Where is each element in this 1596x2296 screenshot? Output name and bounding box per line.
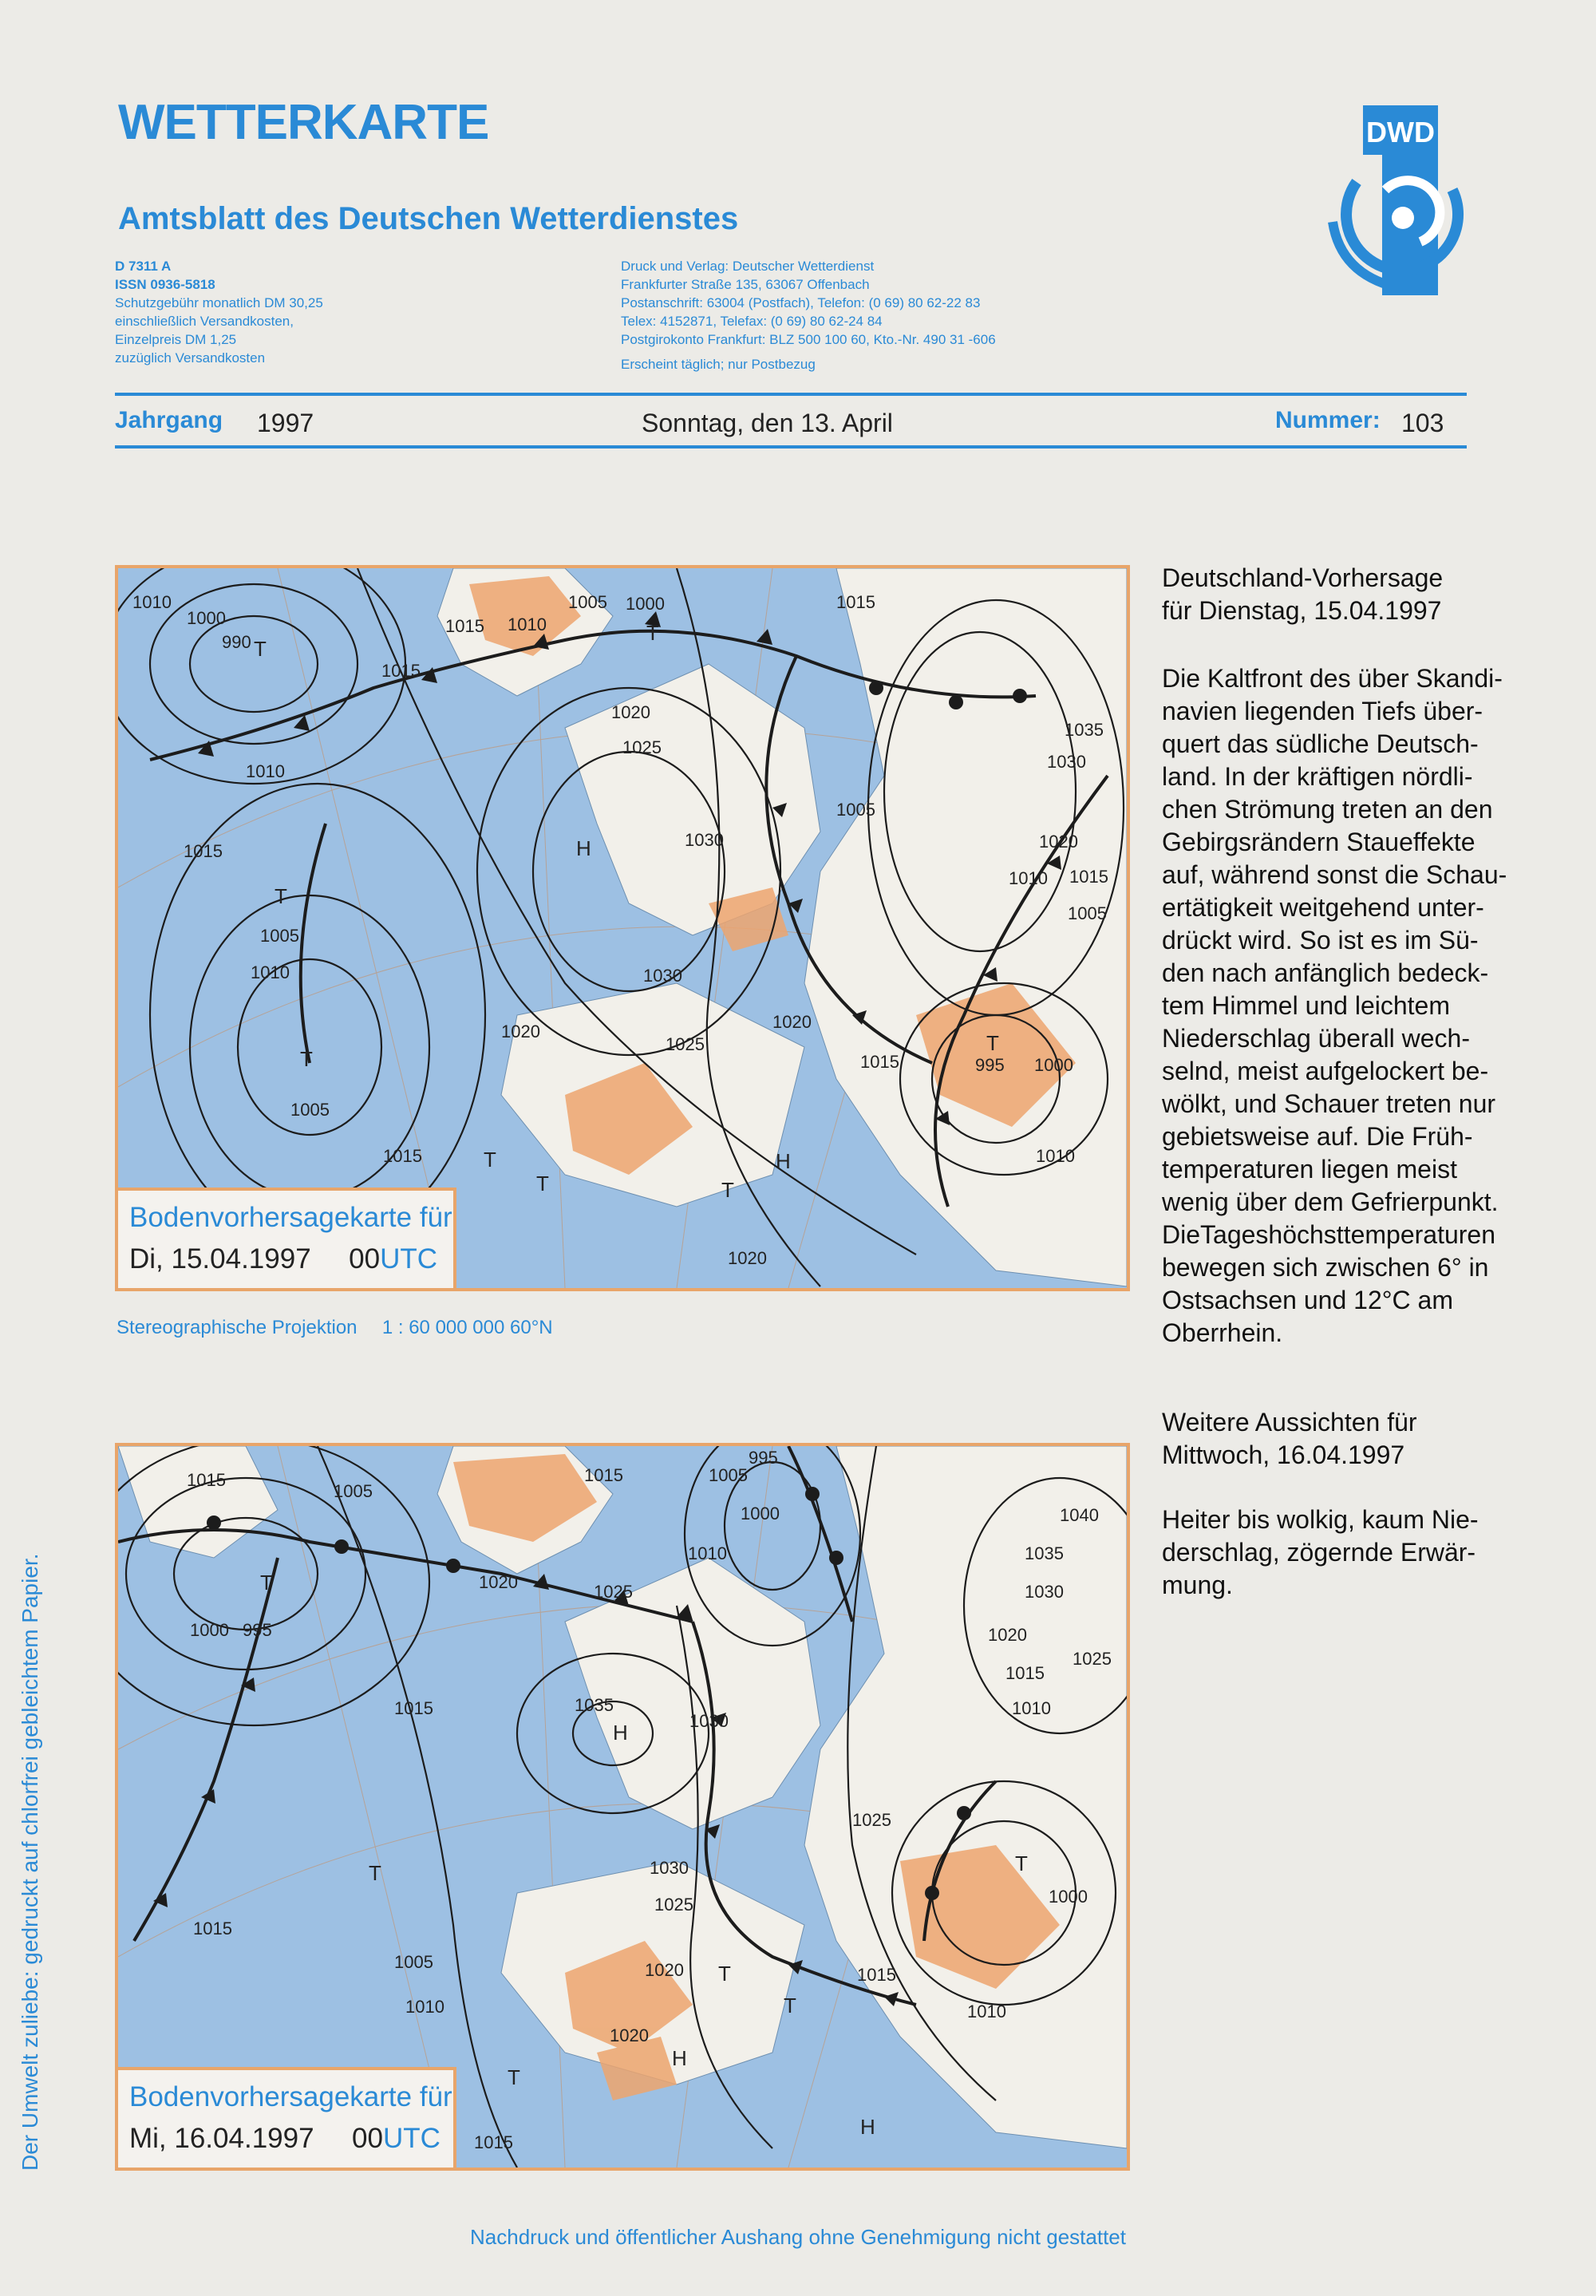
svg-text:1015: 1015 — [1005, 1663, 1045, 1683]
map2-canvas — [118, 1446, 1127, 2168]
svg-text:1020: 1020 — [501, 1022, 540, 1041]
header-rule-bottom — [115, 445, 1467, 449]
svg-text:1025: 1025 — [1073, 1649, 1112, 1669]
outlook-heading-line: Mittwoch, 16.04.1997 — [1162, 1440, 1405, 1469]
svg-text:H: H — [776, 1149, 791, 1173]
svg-text:T: T — [508, 2065, 520, 2089]
forecast-line: navien liegenden Tiefs über- — [1162, 697, 1483, 725]
forecast-heading — [1162, 562, 1443, 627]
svg-text:H: H — [860, 2115, 875, 2139]
svg-text:1015: 1015 — [1069, 867, 1108, 887]
outlook-body — [1162, 1504, 1529, 1602]
fee-line: zuzüglich Versandkosten — [115, 350, 266, 366]
logo-text: DWD — [1366, 116, 1435, 148]
forecast-line: Gebirgsrändern Staueffekte — [1162, 828, 1476, 856]
svg-text:1000: 1000 — [626, 594, 665, 614]
svg-text:1030: 1030 — [1047, 752, 1086, 772]
svg-text:1000: 1000 — [190, 1620, 229, 1640]
svg-text:T: T — [300, 1047, 313, 1071]
forecast-line: Oberrhein. — [1162, 1318, 1283, 1347]
svg-text:1030: 1030 — [650, 1858, 689, 1878]
svg-text:995: 995 — [975, 1055, 1005, 1075]
svg-text:1030: 1030 — [643, 966, 682, 986]
svg-text:T: T — [646, 621, 659, 645]
svg-text:995: 995 — [749, 1448, 778, 1468]
map2-caption-date-line — [129, 2123, 440, 2155]
map1-canvas — [118, 568, 1127, 1288]
forecast-map-wednesday — [115, 1443, 1130, 2171]
frequency-note: Erscheint täglich; nur Postbezug — [621, 357, 816, 372]
publisher-line: Frankfurter Straße 135, 63067 Offenbach — [621, 277, 870, 292]
svg-text:1005: 1005 — [334, 1481, 373, 1501]
svg-text:1025: 1025 — [666, 1034, 705, 1054]
year-label: Jahrgang — [115, 407, 223, 433]
publication-info — [115, 257, 323, 367]
svg-text:1030: 1030 — [685, 830, 724, 850]
header-rule-top — [115, 393, 1467, 396]
id-code: D 7311 A — [115, 259, 172, 274]
publisher-line: Postanschrift: 63004 (Postfach), Telefon: (0 69) 80 62-22 83 — [621, 295, 981, 310]
map2-caption-utc: UTC — [382, 2123, 440, 2154]
forecast-body — [1162, 662, 1529, 1350]
forecast-line: selnd, meist aufgelockert be- — [1162, 1057, 1489, 1085]
map1-caption — [118, 1188, 456, 1288]
outlook-heading — [1162, 1406, 1417, 1472]
svg-text:1005: 1005 — [290, 1100, 330, 1120]
environment-note: Der Umwelt zuliebe: gedruckt auf chlorfrei gebleichtem Papier. — [18, 1553, 42, 2171]
svg-text:1020: 1020 — [479, 1572, 518, 1592]
svg-text:1000: 1000 — [741, 1504, 780, 1523]
svg-text:1015: 1015 — [381, 661, 421, 681]
page-subtitle: Amtsblatt des Deutschen Wetterdienstes — [118, 201, 739, 236]
issn: ISSN 0936-5818 — [115, 277, 215, 292]
svg-text:1020: 1020 — [772, 1012, 812, 1032]
svg-text:1005: 1005 — [568, 592, 607, 612]
number-label: Nummer: — [1275, 407, 1381, 433]
svg-text:T: T — [718, 1962, 731, 1986]
svg-text:1010: 1010 — [1012, 1698, 1051, 1718]
svg-text:1010: 1010 — [688, 1543, 727, 1563]
svg-text:1025: 1025 — [852, 1810, 891, 1830]
svg-text:1005: 1005 — [394, 1952, 433, 1972]
forecast-line: quert das südliche Deutsch- — [1162, 729, 1479, 758]
fee-line: Einzelpreis DM 1,25 — [115, 332, 237, 347]
publisher-line: Postgirokonto Frankfurt: BLZ 500 100 60, Kto.-Nr. 490 31 -606 — [621, 332, 996, 347]
publisher-info — [621, 257, 996, 373]
map1-caption-time: 00 — [349, 1243, 381, 1274]
svg-text:1030: 1030 — [689, 1711, 729, 1731]
forecast-line: Ostsachsen und 12°C am — [1162, 1286, 1453, 1314]
svg-text:1025: 1025 — [654, 1895, 693, 1915]
svg-text:1035: 1035 — [575, 1695, 614, 1715]
outlook-heading-line: Weitere Aussichten für — [1162, 1408, 1417, 1436]
map2-caption-title: Bodenvorhersagekarte für — [129, 2081, 452, 2112]
forecast-line: den nach anfänglich bedeck- — [1162, 958, 1489, 987]
svg-text:1020: 1020 — [611, 702, 650, 722]
svg-text:1005: 1005 — [709, 1465, 748, 1485]
svg-text:1015: 1015 — [184, 841, 223, 861]
dwd-logo — [1309, 102, 1468, 302]
svg-text:1010: 1010 — [1009, 868, 1048, 888]
svg-text:1005: 1005 — [836, 800, 875, 820]
forecast-line: Die Kaltfront des über Skandi- — [1162, 664, 1503, 693]
svg-text:H: H — [613, 1721, 628, 1745]
forecast-line: auf, während sonst die Schau- — [1162, 860, 1507, 889]
svg-text:1040: 1040 — [1060, 1505, 1099, 1525]
map1-caption-utc: UTC — [380, 1243, 438, 1274]
map2-caption-date: Mi, 16.04.1997 — [129, 2123, 314, 2154]
fee-line: Schutzgebühr monatlich DM 30,25 — [115, 295, 323, 310]
projection-scale: 1 : 60 000 000 60°N — [381, 1317, 553, 1338]
year-value: 1997 — [257, 409, 314, 437]
forecast-heading-line: für Dienstag, 15.04.1997 — [1162, 596, 1442, 625]
forecast-line: drückt wird. So ist es im Sü- — [1162, 926, 1479, 954]
forecast-line: ertätigkeit weitgehend unter- — [1162, 893, 1484, 922]
forecast-line: chen Strömung treten an den — [1162, 795, 1493, 824]
svg-text:1000: 1000 — [1049, 1887, 1088, 1907]
outlook-line: Heiter bis wolkig, kaum Nie- — [1162, 1505, 1479, 1534]
issue-date: Sonntag, den 13. April — [642, 409, 893, 437]
svg-text:1035: 1035 — [1025, 1543, 1064, 1563]
svg-text:1020: 1020 — [645, 1960, 684, 1980]
forecast-line: temperaturen liegen meist — [1162, 1155, 1457, 1184]
svg-text:1010: 1010 — [251, 962, 290, 982]
svg-text:1015: 1015 — [445, 616, 484, 636]
svg-text:H: H — [672, 2046, 687, 2070]
forecast-line: land. In der kräftigen nördli- — [1162, 762, 1473, 791]
projection-label: Stereographische Projektion — [117, 1317, 358, 1338]
svg-text:1010: 1010 — [508, 615, 547, 634]
publisher-line: Telex: 4152871, Telefax: (0 69) 80 62-24 84 — [621, 314, 883, 329]
number-value: 103 — [1401, 409, 1444, 437]
map1-caption-title: Bodenvorhersagekarte für — [129, 1202, 452, 1233]
svg-text:1020: 1020 — [988, 1625, 1027, 1645]
svg-text:1025: 1025 — [594, 1582, 633, 1602]
svg-text:T: T — [275, 884, 287, 908]
svg-text:1015: 1015 — [857, 1965, 896, 1985]
forecast-line: wenig über dem Gefrierpunkt. — [1162, 1188, 1499, 1216]
forecast-heading-line: Deutschland-Vorhersage — [1162, 563, 1444, 592]
svg-text:H: H — [576, 836, 591, 860]
svg-text:T: T — [986, 1031, 999, 1055]
map1-caption-date-line — [129, 1243, 437, 1275]
reprint-notice: Nachdruck und öffentlicher Aushang ohne Genehmigung nicht gestattet — [470, 2225, 1126, 2249]
svg-text:T: T — [369, 1861, 381, 1885]
forecast-line: gebietsweise auf. Die Früh- — [1162, 1122, 1473, 1151]
publisher-line: Druck und Verlag: Deutscher Wetterdienst — [621, 259, 875, 274]
svg-text:1005: 1005 — [1068, 903, 1107, 923]
svg-text:1030: 1030 — [1025, 1582, 1064, 1602]
svg-text:T: T — [784, 1994, 796, 2017]
forecast-line: DieTageshöchsttemperaturen — [1162, 1220, 1496, 1249]
svg-text:1015: 1015 — [383, 1146, 422, 1166]
map2-caption — [118, 2067, 456, 2168]
outlook-line: mung. — [1162, 1571, 1233, 1599]
svg-text:1035: 1035 — [1065, 720, 1104, 740]
forecast-line: bewegen sich zwischen 6° in — [1162, 1253, 1489, 1282]
fee-line: einschließlich Versandkosten, — [115, 314, 294, 329]
svg-text:1010: 1010 — [405, 1997, 444, 2017]
svg-text:1025: 1025 — [622, 737, 662, 757]
svg-text:T: T — [484, 1148, 496, 1172]
page-title: WETTERKARTE — [118, 95, 489, 150]
outlook-line: derschlag, zögernde Erwär- — [1162, 1538, 1476, 1567]
svg-text:1020: 1020 — [728, 1248, 767, 1268]
svg-text:1020: 1020 — [610, 2025, 649, 2045]
svg-text:1020: 1020 — [1039, 832, 1078, 852]
svg-text:1015: 1015 — [836, 592, 875, 612]
svg-text:1000: 1000 — [1034, 1055, 1073, 1075]
forecast-line: wölkt, und Schauer treten nur — [1162, 1089, 1496, 1118]
svg-text:1010: 1010 — [1036, 1146, 1075, 1166]
svg-text:1010: 1010 — [967, 2002, 1006, 2021]
svg-text:1015: 1015 — [474, 2132, 513, 2152]
svg-text:T: T — [260, 1571, 273, 1595]
svg-text:1015: 1015 — [187, 1470, 226, 1490]
svg-text:1010: 1010 — [246, 761, 285, 781]
svg-text:1015: 1015 — [394, 1698, 433, 1718]
map2-caption-time: 00 — [352, 2123, 383, 2154]
svg-text:1015: 1015 — [193, 1919, 232, 1938]
svg-text:T: T — [536, 1172, 549, 1195]
svg-text:T: T — [254, 637, 267, 661]
svg-text:T: T — [721, 1178, 734, 1202]
forecast-line: tem Himmel und leichtem — [1162, 991, 1450, 1020]
projection-note — [117, 1317, 553, 1339]
svg-text:1015: 1015 — [584, 1465, 623, 1485]
svg-text:995: 995 — [243, 1620, 272, 1640]
forecast-map-tuesday — [115, 565, 1130, 1291]
svg-text:990: 990 — [222, 632, 251, 652]
svg-text:1000: 1000 — [187, 608, 226, 628]
svg-text:1005: 1005 — [260, 926, 299, 946]
svg-text:T: T — [1015, 1851, 1028, 1875]
svg-text:1015: 1015 — [860, 1052, 899, 1072]
svg-text:1010: 1010 — [132, 592, 172, 612]
forecast-line: Niederschlag überall wech- — [1162, 1024, 1470, 1053]
map1-caption-date: Di, 15.04.1997 — [129, 1243, 311, 1274]
